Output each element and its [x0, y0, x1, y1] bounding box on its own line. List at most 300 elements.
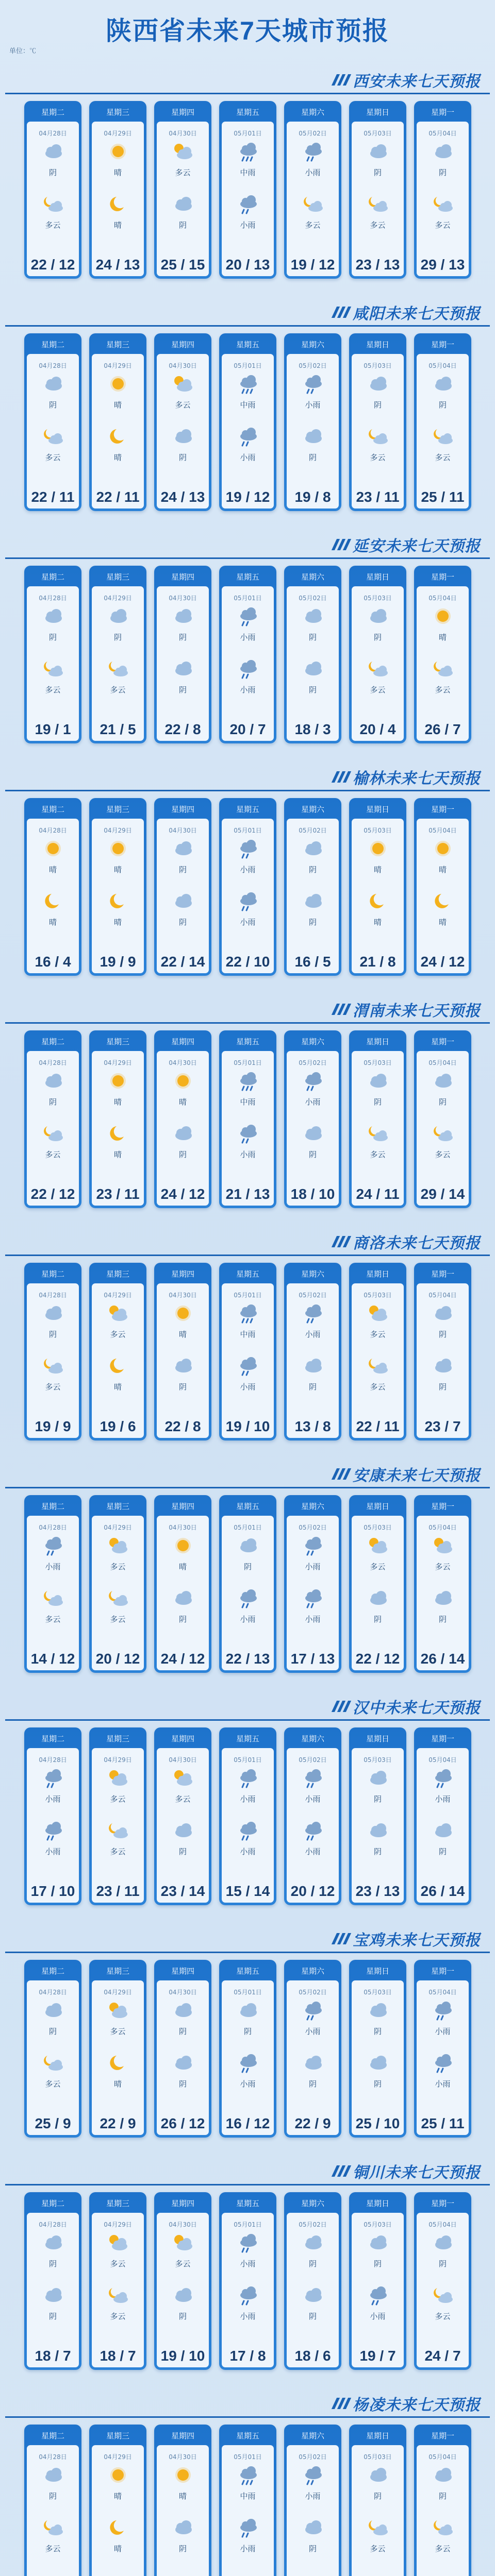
weekday-label: 星期三 — [106, 1269, 129, 1279]
night-weather: 小雨 — [240, 453, 256, 462]
forecast-card — [24, 1263, 81, 1440]
day-weather: 多云 — [110, 1562, 126, 1571]
date-label: 05月03日 — [364, 1524, 392, 1531]
cloud-icon — [300, 2285, 326, 2306]
date-label: 04月30日 — [169, 1756, 197, 1764]
city-title: 铜川未来七天预报 — [353, 2164, 481, 2181]
card-body — [27, 2445, 79, 2576]
card-body — [287, 354, 339, 509]
night-weather: 阴 — [308, 918, 317, 927]
night-weather: 多云 — [370, 221, 386, 230]
day-weather: 小雨 — [45, 1794, 61, 1804]
temperature-range: 20 / 13 — [225, 257, 270, 273]
weekday-label: 星期二 — [41, 108, 64, 117]
card-body — [352, 2445, 404, 2576]
night-weather: 阴 — [178, 918, 187, 927]
night-weather: 小雨 — [240, 2312, 256, 2321]
light-rain-icon — [235, 891, 261, 911]
date-label: 05月02日 — [299, 2221, 327, 2228]
card-body — [157, 1980, 209, 2135]
card-body — [417, 1516, 469, 1670]
temperature-range: 18 / 7 — [35, 2348, 71, 2364]
sun-icon — [430, 606, 456, 626]
date-label: 04月29日 — [104, 595, 132, 602]
city-banner — [334, 70, 481, 90]
card-body — [222, 1283, 274, 1438]
card-body — [352, 122, 404, 276]
date-label: 05月01日 — [234, 2453, 262, 2461]
city-banner — [334, 999, 481, 1019]
date-label: 04月29日 — [104, 2453, 132, 2461]
forecast-cards — [24, 2192, 471, 2370]
date-label: 04月28日 — [39, 595, 67, 602]
date-label: 05月04日 — [428, 1524, 457, 1531]
night-weather: 多云 — [370, 1382, 386, 1392]
forecast-card — [219, 1263, 276, 1440]
weekday-label: 星期二 — [41, 340, 64, 349]
day-weather: 晴 — [178, 1562, 187, 1571]
card-body — [27, 1283, 79, 1438]
night-weather: 阴 — [178, 2312, 187, 2321]
card-body — [92, 1051, 144, 1206]
night-weather: 晴 — [113, 221, 122, 230]
date-label: 04月28日 — [39, 1756, 67, 1764]
forecast-card — [284, 1960, 341, 2138]
card-body — [222, 2213, 274, 2367]
forecast-card — [154, 101, 211, 279]
temperature-range: 19 / 12 — [290, 257, 335, 273]
night-weather: 晴 — [113, 1150, 122, 1159]
forecast-card — [414, 1030, 471, 1208]
cloud-icon — [365, 1820, 391, 1841]
divider — [5, 93, 490, 94]
divider — [5, 557, 490, 559]
temperature-range: 19 / 10 — [160, 2348, 205, 2364]
city-title: 汉中未来七天预报 — [353, 1700, 481, 1717]
partly-cloudy-icon — [430, 2285, 456, 2306]
forecast-card — [89, 1263, 146, 1440]
night-weather: 阴 — [373, 2079, 382, 2089]
partly-cloudy-icon — [40, 658, 66, 679]
day-weather: 阴 — [178, 865, 187, 874]
temperature-range: 19 / 7 — [359, 2348, 396, 2364]
day-weather: 晴 — [113, 1097, 122, 1107]
day-weather: 小雨 — [305, 2492, 321, 2501]
card-body — [222, 2445, 274, 2576]
light-rain-icon — [235, 1355, 261, 1376]
forecast-card — [89, 2425, 146, 2576]
cloud-icon — [40, 2465, 66, 2485]
cloud-icon — [170, 2053, 196, 2073]
banner-decoration — [334, 539, 349, 550]
day-weather: 阴 — [373, 2027, 382, 2036]
banner-decoration — [334, 1933, 349, 1944]
cloud-icon — [235, 2000, 261, 2021]
day-weather: 小雨 — [240, 633, 256, 642]
forecast-card — [414, 1495, 471, 1673]
date-label: 04月29日 — [104, 827, 132, 834]
weekday-label: 星期日 — [366, 1037, 389, 1046]
date-label: 05月02日 — [299, 1989, 327, 1996]
sun-icon — [430, 838, 456, 859]
forecast-card — [89, 1030, 146, 1208]
light-rain-icon — [300, 374, 326, 394]
date-label: 05月04日 — [428, 595, 457, 602]
weekday-label: 星期五 — [236, 1967, 259, 1976]
cloud-icon — [300, 426, 326, 447]
date-label: 04月30日 — [169, 2453, 197, 2461]
city-section — [0, 2148, 495, 2380]
partly-cloudy-icon — [170, 1768, 196, 1788]
city-title: 宝鸡未来七天预报 — [353, 1932, 481, 1949]
weekday-label: 星期二 — [41, 1269, 64, 1279]
card-body — [27, 586, 79, 741]
card-body — [352, 586, 404, 741]
day-weather: 多云 — [175, 2259, 191, 2268]
weekday-label: 星期五 — [236, 108, 259, 117]
temperature-range: 29 / 14 — [420, 1186, 465, 1202]
day-weather: 小雨 — [305, 168, 321, 177]
card-body — [352, 1980, 404, 2135]
weekday-label: 星期四 — [171, 1734, 194, 1743]
forecast-cards — [24, 101, 471, 279]
forecast-card — [219, 2425, 276, 2576]
forecast-card — [349, 2425, 406, 2576]
day-weather: 中雨 — [240, 1097, 256, 1107]
night-weather: 晴 — [373, 918, 382, 927]
city-section — [0, 2380, 495, 2576]
weekday-label: 星期三 — [106, 805, 129, 814]
forecast-card — [349, 1030, 406, 1208]
day-weather: 多云 — [175, 400, 191, 410]
day-weather: 阴 — [48, 633, 57, 642]
unit-label: 单位：℃ — [9, 47, 37, 55]
card-body — [27, 1516, 79, 1670]
date-label: 05月03日 — [364, 827, 392, 834]
moderate-rain-icon — [235, 374, 261, 394]
day-weather: 阴 — [243, 1562, 252, 1571]
day-weather: 阴 — [438, 1330, 447, 1339]
forecast-card — [284, 1030, 341, 1208]
city-title: 杨凌未来七天预报 — [353, 2397, 481, 2414]
cloud-icon — [40, 374, 66, 394]
night-weather: 晴 — [438, 918, 447, 927]
cloud-icon — [300, 606, 326, 626]
day-weather: 晴 — [178, 1097, 187, 1107]
forecast-card — [89, 1495, 146, 1673]
forecast-cards — [24, 798, 471, 976]
night-weather: 多云 — [45, 453, 61, 462]
cloud-icon — [430, 1588, 456, 1608]
date-label: 04月30日 — [169, 130, 197, 137]
temperature-range: 16 / 5 — [294, 954, 331, 970]
weekday-label: 星期三 — [106, 2199, 129, 2208]
weekday-label: 星期六 — [301, 108, 324, 117]
night-weather: 阴 — [178, 1382, 187, 1392]
forecast-card — [154, 798, 211, 976]
partly-cloudy-icon — [300, 194, 326, 214]
sun-icon — [105, 838, 131, 859]
day-weather: 多云 — [175, 1794, 191, 1804]
night-weather: 多云 — [370, 1150, 386, 1159]
card-body — [92, 122, 144, 276]
temperature-range: 25 / 15 — [160, 257, 205, 273]
day-weather: 阴 — [178, 633, 187, 642]
card-body — [27, 819, 79, 973]
weekday-label: 星期日 — [366, 1734, 389, 1743]
weekday-label: 星期一 — [431, 805, 454, 814]
cloud-icon — [300, 1123, 326, 1144]
partly-cloudy-icon — [430, 1123, 456, 1144]
card-body — [157, 2213, 209, 2367]
header — [0, 0, 495, 57]
temperature-range: 16 / 4 — [35, 954, 71, 970]
moon-icon — [105, 1123, 131, 1144]
date-label: 04月28日 — [39, 1059, 67, 1066]
weekday-label: 星期五 — [236, 1037, 259, 1046]
light-rain-icon — [235, 2232, 261, 2253]
light-rain-icon — [40, 1535, 66, 1556]
forecast-cards — [24, 1960, 471, 2138]
forecast-card — [349, 566, 406, 743]
night-weather: 多云 — [110, 1615, 126, 1624]
date-label: 04月30日 — [169, 1524, 197, 1531]
day-weather: 小雨 — [305, 1097, 321, 1107]
partly-cloudy-icon — [40, 426, 66, 447]
forecast-card — [414, 1960, 471, 2138]
light-rain-icon — [235, 606, 261, 626]
date-label: 05月01日 — [234, 362, 262, 369]
cloud-icon — [170, 194, 196, 214]
partly-cloudy-icon — [105, 1535, 131, 1556]
weekday-label: 星期四 — [171, 108, 194, 117]
cloud-icon — [40, 2232, 66, 2253]
forecast-card — [349, 1960, 406, 2138]
date-label: 04月30日 — [169, 595, 197, 602]
forecast-card — [24, 1727, 81, 1905]
card-body — [92, 354, 144, 509]
cloud-icon — [430, 1071, 456, 1091]
forecast-card — [24, 2425, 81, 2576]
day-weather: 阴 — [48, 2027, 57, 2036]
city-section — [0, 754, 495, 986]
temperature-range: 22 / 11 — [96, 489, 140, 505]
night-weather: 小雨 — [45, 1847, 61, 1856]
moon-icon — [40, 891, 66, 911]
light-rain-icon — [40, 1768, 66, 1788]
city-banner — [334, 1697, 481, 1716]
date-label: 05月03日 — [364, 595, 392, 602]
card-body — [157, 1516, 209, 1670]
city-banner — [334, 302, 481, 322]
date-label: 04月28日 — [39, 2453, 67, 2461]
cloud-icon — [300, 2517, 326, 2538]
weekday-label: 星期二 — [41, 2431, 64, 2441]
temperature-range: 22 / 8 — [164, 1418, 201, 1434]
temperature-range: 13 / 8 — [294, 1418, 331, 1434]
light-rain-icon — [235, 1588, 261, 1608]
day-weather: 小雨 — [435, 2027, 451, 2036]
moderate-rain-icon — [235, 141, 261, 162]
card-body — [287, 1283, 339, 1438]
city-section — [0, 1683, 495, 1916]
night-weather: 多云 — [305, 221, 321, 230]
city-title: 榆林未来七天预报 — [353, 770, 481, 787]
cloud-icon — [365, 2053, 391, 2073]
weekday-label: 星期五 — [236, 572, 259, 582]
forecast-card — [284, 798, 341, 976]
temperature-range: 26 / 14 — [420, 1651, 465, 1667]
light-rain-icon — [40, 1820, 66, 1841]
temperature-range: 20 / 7 — [229, 721, 266, 737]
forecast-card — [284, 566, 341, 743]
day-weather: 阴 — [48, 168, 57, 177]
forecast-card — [349, 2192, 406, 2370]
date-label: 05月03日 — [364, 1059, 392, 1066]
date-label: 04月30日 — [169, 827, 197, 834]
moderate-rain-icon — [235, 1303, 261, 1324]
day-weather: 阴 — [373, 2259, 382, 2268]
forecast-card — [154, 1263, 211, 1440]
day-weather: 阴 — [373, 400, 382, 410]
forecast-card — [154, 333, 211, 511]
partly-cloudy-icon — [105, 1820, 131, 1841]
forecast-cards — [24, 1495, 471, 1673]
weekday-label: 星期六 — [301, 1734, 324, 1743]
night-weather: 小雨 — [240, 918, 256, 927]
temperature-range: 20 / 12 — [95, 1651, 140, 1667]
forecast-card — [349, 333, 406, 511]
date-label: 04月28日 — [39, 2221, 67, 2228]
card-body — [222, 819, 274, 973]
light-rain-icon — [235, 1768, 261, 1788]
day-weather: 阴 — [438, 2492, 447, 2501]
forecast-card — [89, 1960, 146, 2138]
night-weather: 晴 — [48, 918, 57, 927]
cloud-icon — [170, 838, 196, 859]
card-body — [287, 819, 339, 973]
light-rain-icon — [300, 1820, 326, 1841]
weekday-label: 星期四 — [171, 2431, 194, 2441]
cloud-icon — [300, 658, 326, 679]
weekday-label: 星期六 — [301, 1502, 324, 1511]
night-weather: 小雨 — [305, 1847, 321, 1856]
divider — [5, 1022, 490, 1024]
temperature-range: 22 / 11 — [356, 1418, 400, 1434]
temperature-range: 18 / 6 — [294, 2348, 331, 2364]
city-section — [0, 521, 495, 754]
date-label: 05月03日 — [364, 1989, 392, 1996]
card-body — [27, 1051, 79, 1206]
date-label: 04月30日 — [169, 1989, 197, 1996]
cloud-icon — [300, 2232, 326, 2253]
date-label: 04月29日 — [104, 1292, 132, 1299]
partly-cloudy-icon — [105, 2285, 131, 2306]
partly-cloudy-icon — [365, 1355, 391, 1376]
night-weather: 阴 — [438, 1615, 447, 1624]
card-body — [222, 1980, 274, 2135]
temperature-range: 24 / 13 — [160, 489, 205, 505]
temperature-range: 18 / 3 — [294, 721, 331, 737]
banner-decoration — [334, 2165, 349, 2177]
night-weather: 阴 — [308, 685, 317, 694]
night-weather: 多云 — [370, 685, 386, 694]
forecast-card — [154, 2425, 211, 2576]
day-weather: 多云 — [370, 1330, 386, 1339]
temperature-range: 23 / 14 — [160, 1883, 205, 1899]
card-body — [27, 2213, 79, 2367]
card-body — [352, 1283, 404, 1438]
date-label: 05月02日 — [299, 1292, 327, 1299]
night-weather: 阴 — [308, 1150, 317, 1159]
weekday-label: 星期二 — [41, 572, 64, 582]
partly-cloudy-icon — [365, 1535, 391, 1556]
day-weather: 多云 — [435, 1562, 451, 1571]
night-weather: 多云 — [435, 453, 451, 462]
day-weather: 阴 — [48, 400, 57, 410]
card-body — [92, 2445, 144, 2576]
forecast-card — [89, 566, 146, 743]
weekday-label: 星期一 — [431, 2431, 454, 2441]
card-body — [157, 586, 209, 741]
day-weather: 晴 — [113, 400, 122, 410]
night-weather: 阴 — [438, 1847, 447, 1856]
forecast-cards — [24, 1030, 471, 1208]
light-rain-icon — [300, 1071, 326, 1091]
temperature-range: 25 / 11 — [421, 489, 465, 505]
day-weather: 阴 — [373, 168, 382, 177]
weekday-label: 星期六 — [301, 1269, 324, 1279]
forecast-cards — [24, 1727, 471, 1905]
partly-cloudy-icon — [105, 2232, 131, 2253]
forecast-card — [219, 1727, 276, 1905]
date-label: 05月01日 — [234, 595, 262, 602]
night-weather: 阴 — [308, 2544, 317, 2553]
partly-cloudy-icon — [170, 2232, 196, 2253]
city-sections — [0, 57, 495, 2576]
temperature-range: 19 / 9 — [100, 954, 136, 970]
forecast-card — [349, 798, 406, 976]
date-label: 04月28日 — [39, 1524, 67, 1531]
night-weather: 阴 — [178, 453, 187, 462]
partly-cloudy-icon — [40, 2053, 66, 2073]
city-banner — [334, 1464, 481, 1484]
night-weather: 小雨 — [240, 221, 256, 230]
sun-icon — [105, 1071, 131, 1091]
banner-decoration — [334, 2398, 349, 2409]
weekday-label: 星期二 — [41, 1734, 64, 1743]
night-weather: 多云 — [435, 2544, 451, 2553]
date-label: 04月29日 — [104, 1524, 132, 1531]
forecast-card — [219, 2192, 276, 2370]
card-body — [352, 354, 404, 509]
date-label: 05月02日 — [299, 595, 327, 602]
forecast-card — [414, 2192, 471, 2370]
night-weather: 小雨 — [240, 1382, 256, 1392]
cloud-icon — [40, 2285, 66, 2306]
moon-icon — [430, 891, 456, 911]
day-weather: 晴 — [178, 2492, 187, 2501]
date-label: 05月03日 — [364, 1292, 392, 1299]
sun-icon — [105, 374, 131, 394]
card-body — [417, 2445, 469, 2576]
weekday-label: 星期四 — [171, 1502, 194, 1511]
night-weather: 多云 — [435, 685, 451, 694]
weekday-label: 星期五 — [236, 805, 259, 814]
date-label: 05月04日 — [428, 2453, 457, 2461]
forecast-card — [414, 798, 471, 976]
card-body — [417, 122, 469, 276]
